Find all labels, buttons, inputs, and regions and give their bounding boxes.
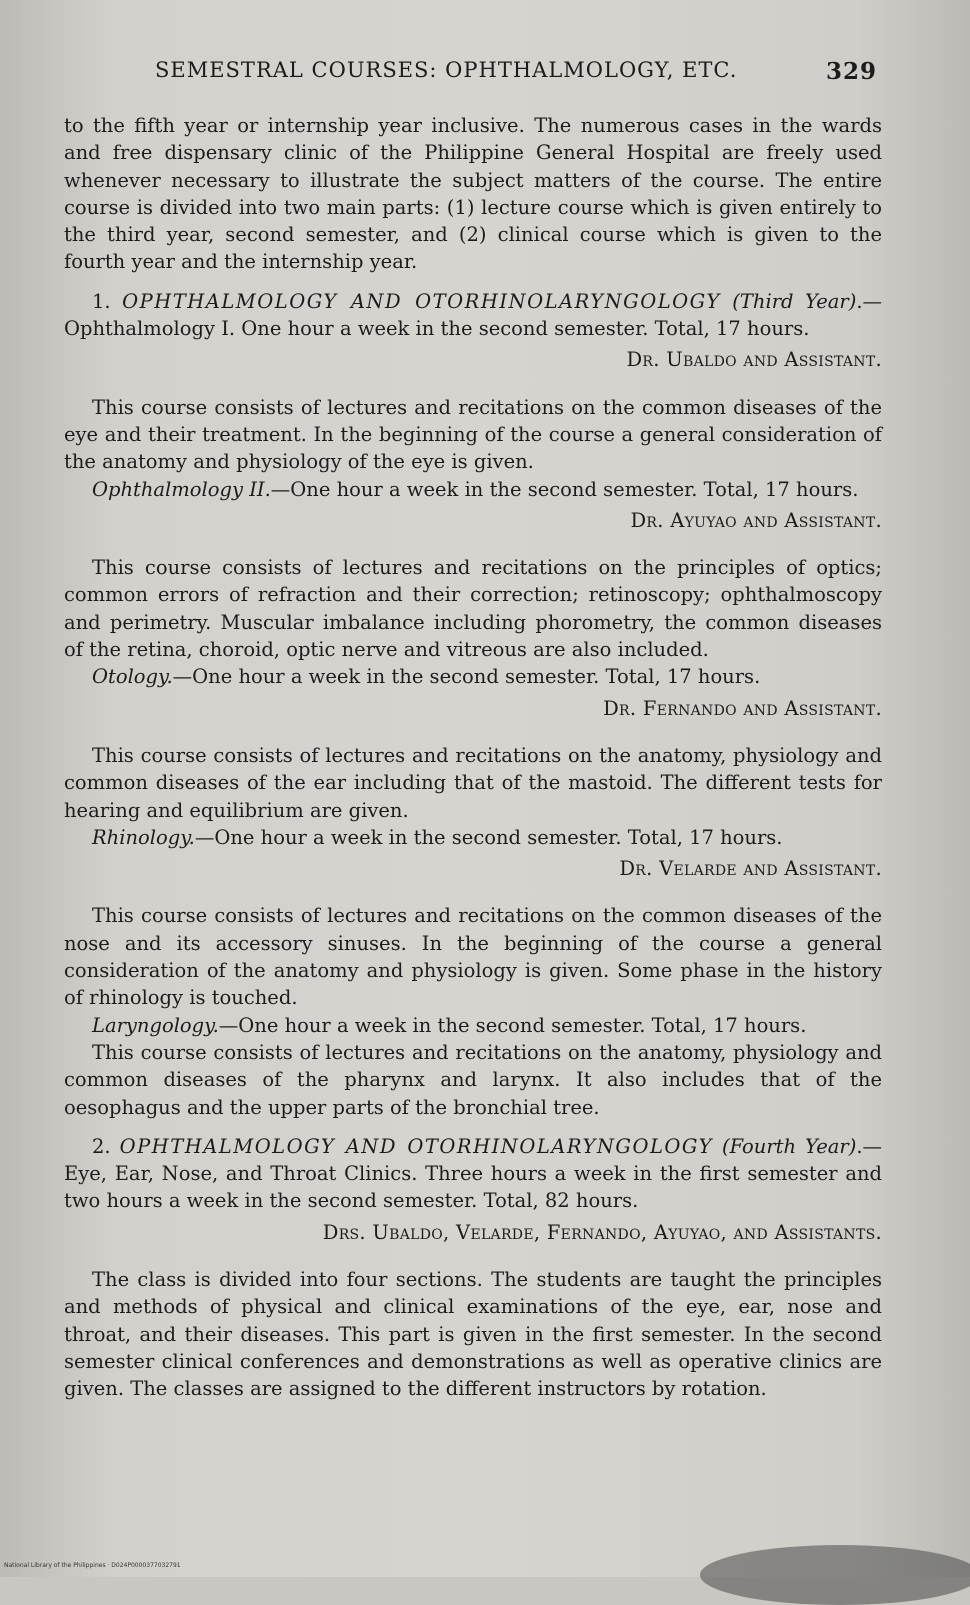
rhinology-details: —One hour a week in the second semester. Total, 17 hours.	[194, 825, 783, 849]
section-2-description: The class is divided into four sections. The students are taught the principles and methods of physical and clinical examinations of the eye, ear, nose and throat, and their diseases. This part is given in the first semester. In the second semester clinical conferences and demonstrations as well as operative clinics are given. The classes are assigned to the different instructors by rotation.	[64, 1267, 882, 1401]
section-1-heading	[64, 288, 882, 343]
otology-heading	[64, 663, 882, 690]
ophthalmology-2-description: This course consists of lectures and recitations on the principles of optics; common errors of refraction and their correction; retinoscopy; ophthalmoscopy and perimetry. Muscular imbalance including phorometry, the common diseases of the retina, choroid, optic nerve and vitreous are also included.	[64, 556, 882, 662]
section-1-instructor: Dr. Ubaldo and Assistant.	[626, 348, 882, 372]
otology-details: —One hour a week in the second semester. Total, 17 hours.	[172, 665, 761, 689]
otology-title: Otology.	[92, 665, 173, 689]
library-footer: National Library of the Philippines · D024P0000377032791	[4, 1562, 181, 1569]
section-2-number: 2.	[92, 1134, 111, 1158]
page-number: 329	[825, 58, 877, 85]
rhinology-description: This course consists of lectures and recitations on the common diseases of the nose and its accessory sinuses. In the beginning of the course a general consideration of the anatomy and physiology is given. Some phase in the history of rhinology is touched.	[64, 904, 882, 1010]
running-title: SEMESTRAL COURSES: OPHTHALMOLOGY, ETC.	[155, 58, 738, 82]
scan-shadow	[700, 1545, 970, 1605]
rhinology-heading	[64, 824, 882, 851]
section-1-number: 1.	[92, 289, 111, 313]
rhinology-title: Rhinology.	[92, 825, 195, 849]
ophthalmology-2-instructor: Dr. Ayuyao and Assistant.	[630, 508, 882, 532]
section-2-title: OPHTHALMOLOGY AND OTORHINOLARYNGOLOGY	[119, 1134, 714, 1158]
ophthalmology-2-details: —One hour a week in the second semester. Total, 17 hours.	[270, 477, 859, 501]
intro-paragraph: to the fifth year or internship year inclusive. The numerous cases in the wards and free dispensary clinic of the Philippine General Hospital are freely used whenever necessary to illustrate the subject matters of the course. The entire course is divided into two main parts: (1) lecture course which is given entirely to the third year, second semester, and (2) clinical course which is given to the fourth year and the internship year.	[64, 114, 882, 274]
section-1-title: OPHTHALMOLOGY AND OTORHINOLARYNGOLOGY	[122, 289, 721, 313]
laryngology-title: Laryngology.	[92, 1013, 219, 1037]
section-2-heading	[64, 1133, 882, 1215]
otology-description: This course consists of lectures and recitations on the anatomy, physiology and common diseases of the ear including that of the mastoid. The different tests for hearing and equilibrium are given.	[64, 743, 882, 822]
section-1-year: (Third Year)	[732, 289, 857, 313]
section-1-description: This course consists of lectures and recitations on the common diseases of the eye and their treatment. In the beginning of the course a general consideration of the anatomy and physiology of the eye is given.	[64, 395, 882, 474]
ophthalmology-2-heading	[64, 476, 882, 503]
rhinology-instructor: Dr. Velarde and Assistant.	[619, 857, 882, 881]
laryngology-heading	[64, 1012, 882, 1039]
section-2-details: .—Eye, Ear, Nose, and Throat Clinics. Three hours a week in the first semester and two hours a week in the second semester. Total, 82 hours.	[64, 1134, 883, 1213]
ophthalmology-2-title: Ophthalmology II.	[92, 477, 271, 501]
otology-instructor: Dr. Fernando and Assistant.	[603, 696, 882, 720]
section-2-instructors: Drs. Ubaldo, Velarde, Fernando, Ayuyao, and Assistants.	[322, 1220, 882, 1244]
laryngology-description: This course consists of lectures and recitations on the anatomy, physiology and common diseases of the pharynx and larynx. It also includes that of the oesophagus and the upper parts of the bronchial tree.	[64, 1040, 882, 1119]
section-2-year: (Fourth Year)	[721, 1134, 857, 1158]
page-header	[155, 58, 885, 90]
section-1-details: .—Ophthalmology I. One hour a week in the second semester. Total, 17 hours.	[64, 289, 883, 341]
laryngology-details: —One hour a week in the second semester. Total, 17 hours.	[218, 1013, 807, 1037]
page-body	[64, 112, 882, 1402]
